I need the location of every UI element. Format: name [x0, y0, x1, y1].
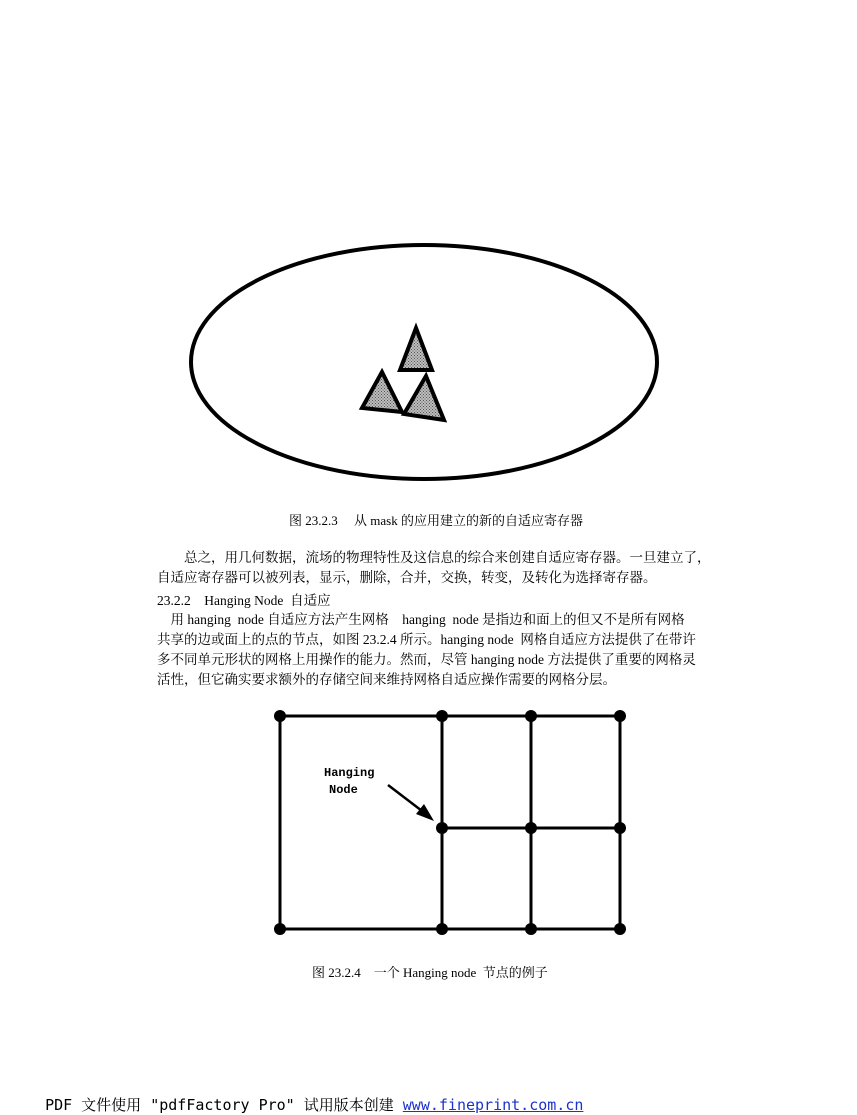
mesh-node: [436, 710, 448, 722]
text-line: 总之，用几何数据，流场的物理特性及这信息的综合来创建自适应寄存器。一旦建立了，: [157, 550, 711, 565]
figure-caption-23-2-3: 图 23.2.3 从 mask 的应用建立的新的自适应寄存器: [289, 513, 583, 528]
mesh-node: [525, 923, 537, 935]
paragraph-hanging-node: [157, 610, 709, 690]
mesh-node: [436, 923, 448, 935]
mesh-nodes: [274, 710, 626, 935]
mesh-node: [274, 923, 286, 935]
text-line: 自适应寄存器可以被列表，显示，删除，合并，交换，转变，及转化为选择寄存器。: [157, 570, 657, 585]
mesh-node: [525, 710, 537, 722]
paragraph-summary: [157, 548, 709, 588]
arrow-icon: [388, 785, 434, 821]
triangle-top: [400, 328, 432, 370]
text-line: 多不同单元形状的网格上用操作的能力。然而，尽管 hanging node 方法提供了重要的网格灵: [157, 652, 696, 667]
figure-ellipse-mask: [180, 232, 670, 492]
mesh-node: [614, 923, 626, 935]
hanging-node: [436, 822, 448, 834]
triangle-right: [404, 376, 444, 420]
footer-text: PDF 文件使用 "pdfFactory Pro" 试用版本创建: [45, 1096, 403, 1114]
section-heading: 23.2.2 Hanging Node 自适应: [157, 593, 331, 608]
figure-hanging-node-mesh: [264, 700, 636, 950]
text-line: 用 hanging node 自适应方法产生网格 hanging node 是指边和面上的但又不是所有网格: [157, 612, 685, 627]
hanging-node-label-line2: Node: [329, 783, 358, 797]
mesh-node: [614, 822, 626, 834]
pdf-footer: [27, 1076, 583, 1115]
mesh-node: [525, 822, 537, 834]
figure-caption-23-2-4: 图 23.2.4 一个 Hanging node 节点的例子: [312, 965, 548, 980]
triangle-left: [362, 372, 402, 412]
text-line: 共享的边或面上的点的节点，如图 23.2.4 所示。hanging node 网格自适应方法提供了在带许: [157, 632, 696, 647]
footer-link[interactable]: www.fineprint.com.cn: [402, 1096, 584, 1114]
mesh-node: [614, 710, 626, 722]
hanging-node-label-line1: Hanging: [324, 766, 375, 780]
mesh-lines: [280, 716, 620, 929]
text-line: 活性，但它确实要求额外的存储空间来维持网格自适应操作需要的网格分层。: [157, 672, 616, 687]
mesh-node: [274, 710, 286, 722]
